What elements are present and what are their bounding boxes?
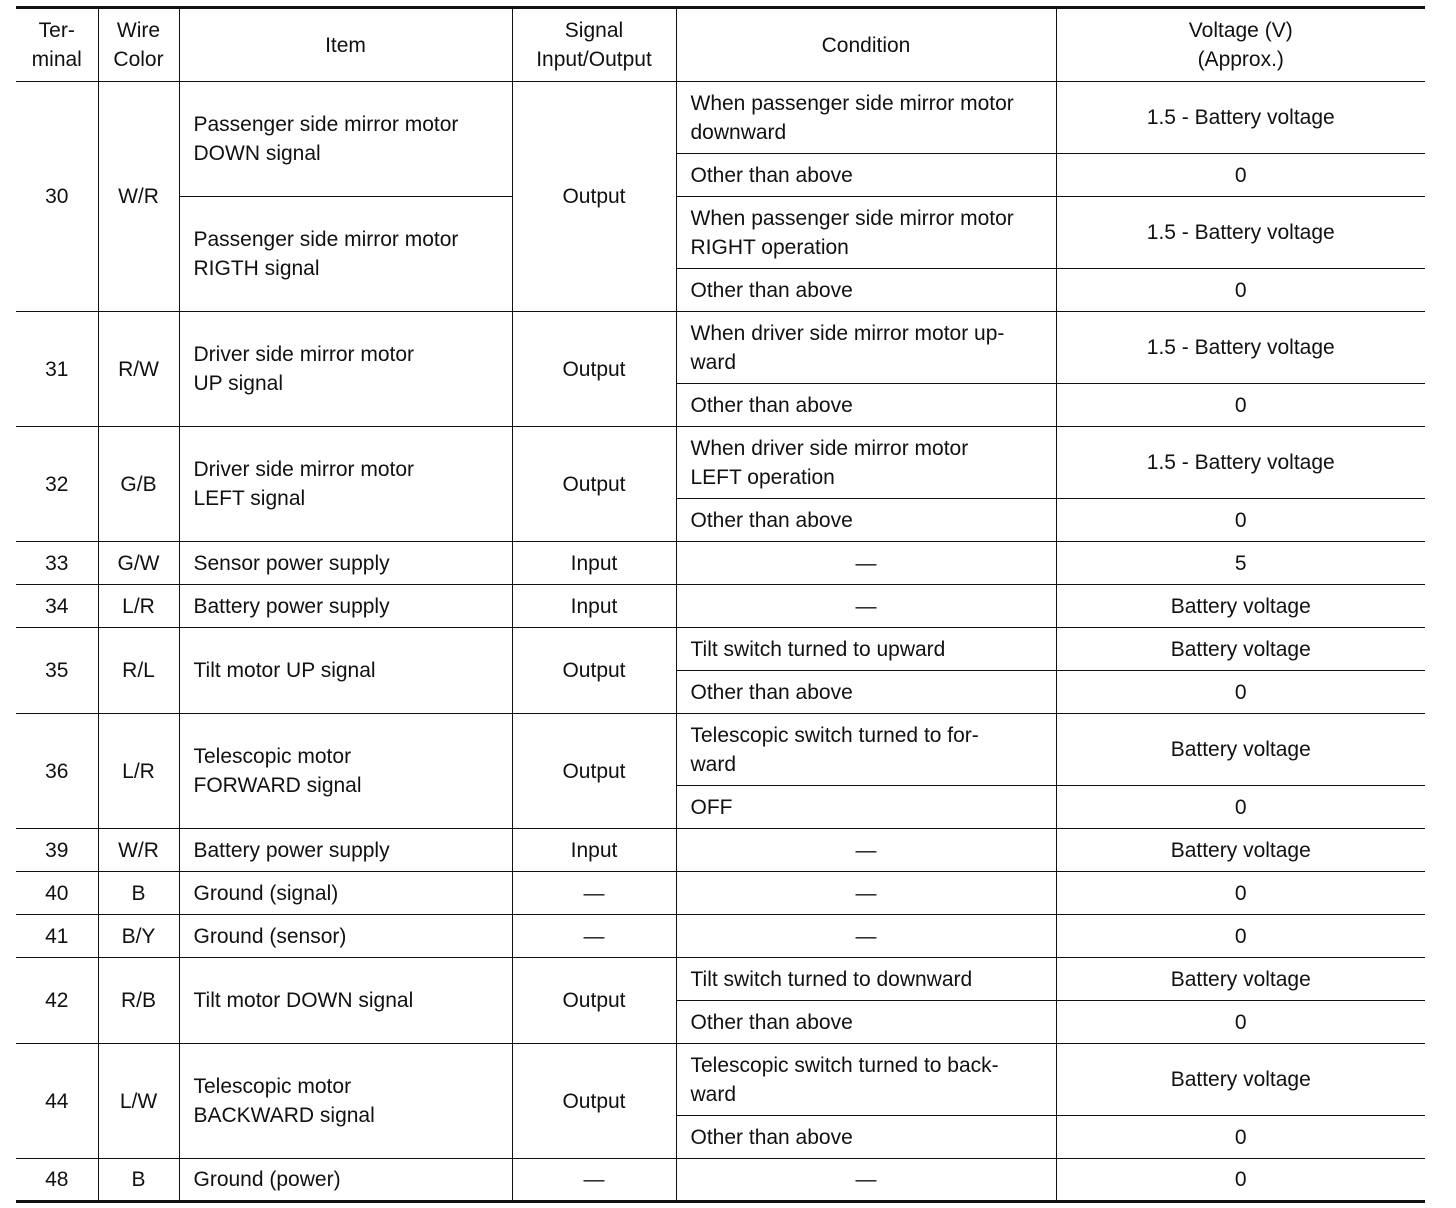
terminal-table-container [16, 6, 1425, 1203]
voltage-cell: 0 [1056, 671, 1425, 714]
wire-color-cell: R/W [98, 312, 179, 427]
wire-color-cell: R/L [98, 628, 179, 714]
terminal-cell: 31 [16, 312, 98, 427]
terminal-cell: 40 [16, 872, 98, 915]
condition-cell: When driver side mirror motor LEFT operation [676, 427, 1056, 499]
io-cell: Output [512, 312, 676, 427]
io-cell: Output [512, 958, 676, 1044]
table-row [16, 958, 1425, 1001]
item-cell: Passenger side mirror motor DOWN signal [179, 82, 512, 197]
condition-cell: — [676, 1159, 1056, 1202]
condition-cell: Other than above [676, 1001, 1056, 1044]
terminal-cell: 36 [16, 714, 98, 829]
wire-color-cell: L/R [98, 714, 179, 829]
terminal-cell: 42 [16, 958, 98, 1044]
condition-cell: — [676, 872, 1056, 915]
terminal-cell: 35 [16, 628, 98, 714]
table-row [16, 82, 1425, 154]
voltage-cell: 0 [1056, 786, 1425, 829]
item-cell: Ground (sensor) [179, 915, 512, 958]
condition-cell: — [676, 585, 1056, 628]
voltage-cell: 0 [1056, 384, 1425, 427]
header-wire-color: Wire Color [98, 8, 179, 82]
table-row [16, 585, 1425, 628]
wire-color-cell: L/R [98, 585, 179, 628]
item-cell: Telescopic motor BACKWARD signal [179, 1044, 512, 1159]
wire-color-cell: B [98, 872, 179, 915]
condition-cell: Other than above [676, 499, 1056, 542]
condition-cell: Other than above [676, 154, 1056, 197]
item-cell: Battery power supply [179, 585, 512, 628]
condition-cell: Telescopic switch turned to for- ward [676, 714, 1056, 786]
item-cell: Passenger side mirror motor RIGTH signal [179, 197, 512, 312]
condition-cell: — [676, 542, 1056, 585]
condition-cell: When passenger side mirror motor downward [676, 82, 1056, 154]
condition-cell: — [676, 829, 1056, 872]
condition-cell: OFF [676, 786, 1056, 829]
terminal-cell: 48 [16, 1159, 98, 1202]
io-cell: Output [512, 714, 676, 829]
wire-color-cell: B [98, 1159, 179, 1202]
table-row [16, 312, 1425, 384]
item-cell: Battery power supply [179, 829, 512, 872]
terminal-signal-table [16, 6, 1425, 1203]
header-condition: Condition [676, 8, 1056, 82]
header-item: Item [179, 8, 512, 82]
item-cell: Telescopic motor FORWARD signal [179, 714, 512, 829]
voltage-cell: Battery voltage [1056, 1044, 1425, 1116]
voltage-cell: Battery voltage [1056, 585, 1425, 628]
terminal-cell: 33 [16, 542, 98, 585]
item-cell: Sensor power supply [179, 542, 512, 585]
wire-color-cell: W/R [98, 829, 179, 872]
terminal-cell: 41 [16, 915, 98, 958]
condition-cell: Other than above [676, 1116, 1056, 1159]
voltage-cell: Battery voltage [1056, 714, 1425, 786]
io-cell: Output [512, 1044, 676, 1159]
condition-cell: — [676, 915, 1056, 958]
condition-cell: Other than above [676, 269, 1056, 312]
table-row [16, 628, 1425, 671]
header-terminal: Ter- minal [16, 8, 98, 82]
io-cell: Output [512, 628, 676, 714]
voltage-cell: 0 [1056, 1159, 1425, 1202]
wire-color-cell: B/Y [98, 915, 179, 958]
io-cell: Input [512, 542, 676, 585]
header-row [16, 8, 1425, 82]
condition-cell: Other than above [676, 671, 1056, 714]
wire-color-cell: G/B [98, 427, 179, 542]
item-cell: Driver side mirror motor UP signal [179, 312, 512, 427]
io-cell: Input [512, 829, 676, 872]
voltage-cell: 5 [1056, 542, 1425, 585]
condition-cell: Other than above [676, 384, 1056, 427]
io-cell: Input [512, 585, 676, 628]
io-cell: — [512, 1159, 676, 1202]
table-row [16, 714, 1425, 786]
terminal-cell: 32 [16, 427, 98, 542]
terminal-cell: 44 [16, 1044, 98, 1159]
voltage-cell: 0 [1056, 154, 1425, 197]
wire-color-cell: R/B [98, 958, 179, 1044]
table-row [16, 542, 1425, 585]
wire-color-cell: L/W [98, 1044, 179, 1159]
io-cell: Output [512, 82, 676, 312]
condition-cell: When passenger side mirror motor RIGHT operation [676, 197, 1056, 269]
item-cell: Tilt motor UP signal [179, 628, 512, 714]
condition-cell: Tilt switch turned to downward [676, 958, 1056, 1001]
table-row [16, 829, 1425, 872]
voltage-cell: 1.5 - Battery voltage [1056, 312, 1425, 384]
condition-cell: Tilt switch turned to upward [676, 628, 1056, 671]
table-row [16, 1044, 1425, 1116]
condition-cell: Telescopic switch turned to back- ward [676, 1044, 1056, 1116]
table-row [16, 915, 1425, 958]
terminal-cell: 30 [16, 82, 98, 312]
table-row [16, 197, 1425, 269]
table-row [16, 872, 1425, 915]
voltage-cell: Battery voltage [1056, 958, 1425, 1001]
voltage-cell: 0 [1056, 872, 1425, 915]
voltage-cell: 0 [1056, 1116, 1425, 1159]
terminal-cell: 34 [16, 585, 98, 628]
terminal-cell: 39 [16, 829, 98, 872]
voltage-cell: Battery voltage [1056, 829, 1425, 872]
voltage-cell: 1.5 - Battery voltage [1056, 427, 1425, 499]
voltage-cell: 0 [1056, 269, 1425, 312]
item-cell: Driver side mirror motor LEFT signal [179, 427, 512, 542]
table-row [16, 427, 1425, 499]
wire-color-cell: G/W [98, 542, 179, 585]
voltage-cell: 0 [1056, 1001, 1425, 1044]
header-signal-io: Signal Input/Output [512, 8, 676, 82]
voltage-cell: 1.5 - Battery voltage [1056, 197, 1425, 269]
voltage-cell: 0 [1056, 915, 1425, 958]
voltage-cell: Battery voltage [1056, 628, 1425, 671]
item-cell: Tilt motor DOWN signal [179, 958, 512, 1044]
io-cell: — [512, 915, 676, 958]
table-row [16, 1159, 1425, 1202]
voltage-cell: 1.5 - Battery voltage [1056, 82, 1425, 154]
item-cell: Ground (signal) [179, 872, 512, 915]
voltage-cell: 0 [1056, 499, 1425, 542]
io-cell: — [512, 872, 676, 915]
io-cell: Output [512, 427, 676, 542]
condition-cell: When driver side mirror motor up- ward [676, 312, 1056, 384]
header-voltage: Voltage (V) (Approx.) [1056, 8, 1425, 82]
item-cell: Ground (power) [179, 1159, 512, 1202]
wire-color-cell: W/R [98, 82, 179, 312]
